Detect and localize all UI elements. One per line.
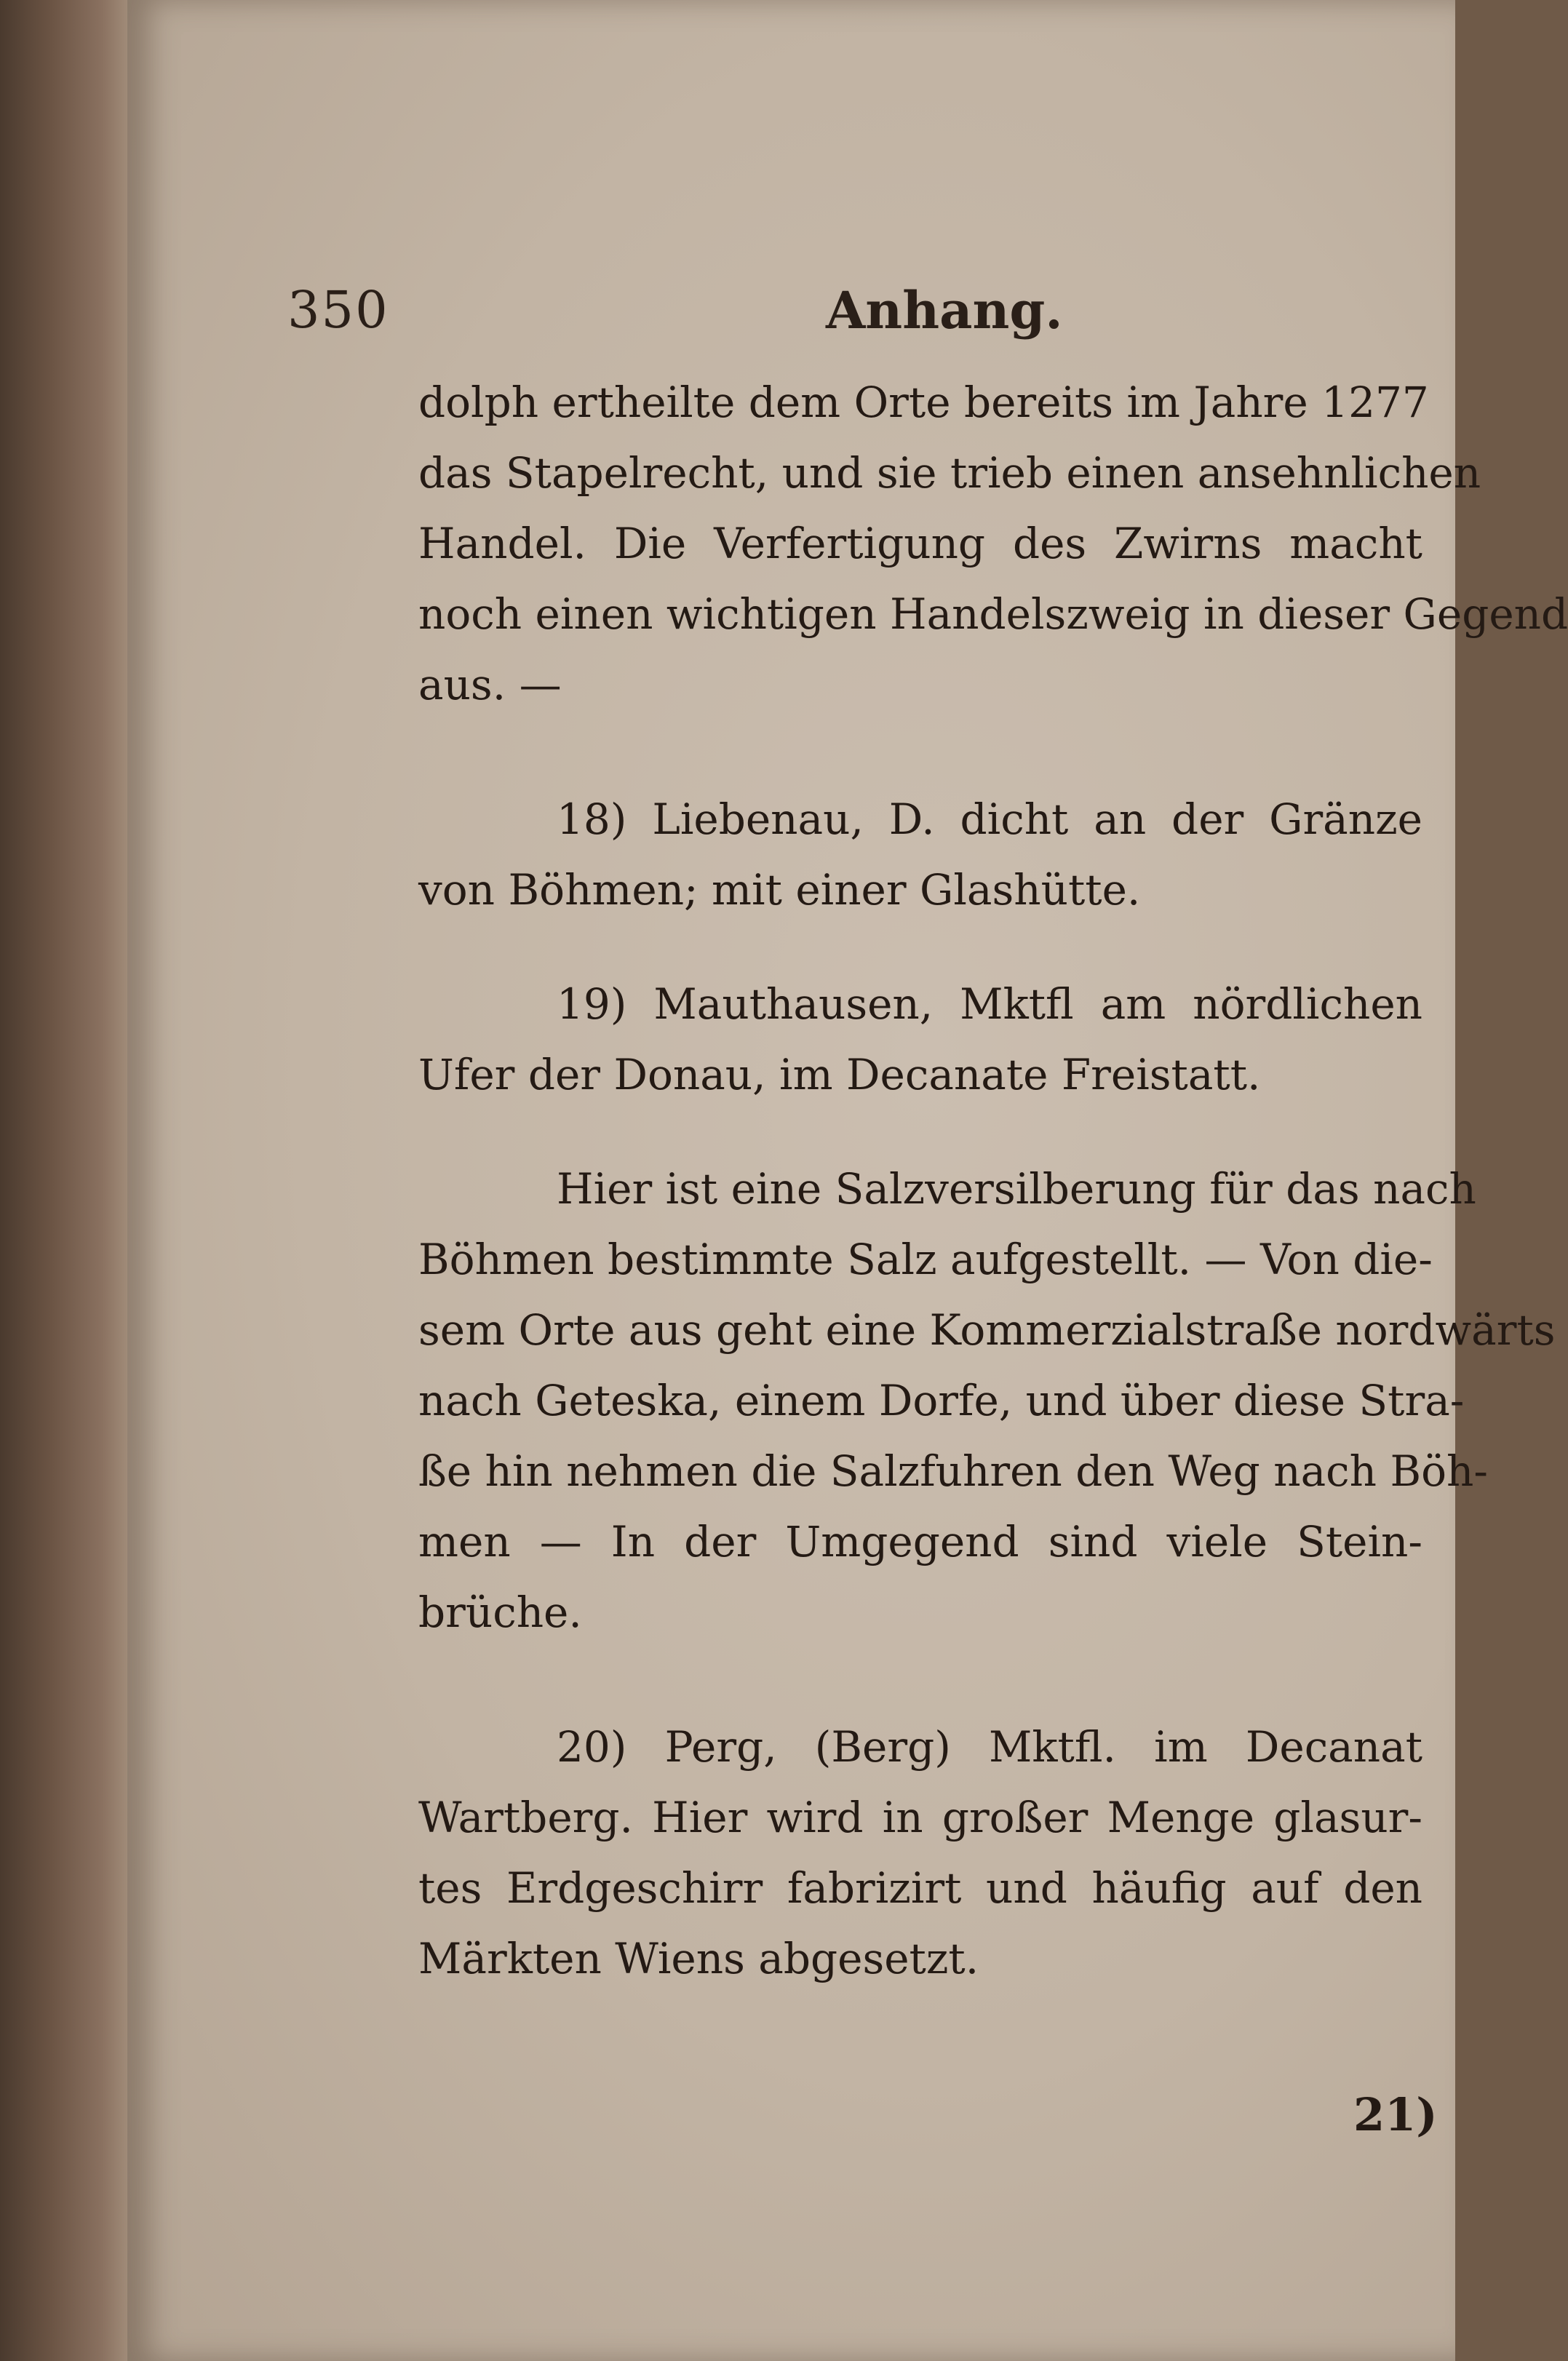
- page-body: [418, 367, 1568, 1994]
- text-line: Hier ist eine Salzversilberung für das nach: [557, 1164, 1476, 1214]
- text-line: Handel. Die Verfertigung des Zwirns macht: [418, 519, 1422, 568]
- text-line: noch einen wichtigen Handelszweig in dieser Gegend: [418, 589, 1568, 639]
- text-line: nach Geteska, einem Dorfe, und über diese Stra-: [418, 1376, 1465, 1425]
- text-line: 20) Perg, (Berg) Mktfl. im Decanat: [557, 1722, 1422, 1772]
- book-spine: [0, 0, 127, 2361]
- text-line: 19) Mauthausen, Mktfl am nördlichen: [557, 979, 1422, 1029]
- entry-mauthausen: [418, 969, 1422, 1110]
- text-line: tes Erdgeschirr fabrizirt und häufig auf den: [418, 1863, 1422, 1913]
- entry-perg: [418, 1712, 1422, 1994]
- catchword: 21): [1353, 2088, 1438, 2141]
- text-line: men — In der Umgegend sind viele Stein-: [418, 1517, 1422, 1566]
- text-line: 18) Liebenau, D. dicht an der Gränze: [557, 795, 1422, 844]
- text-line: Märkten Wiens abgesetzt.: [418, 1934, 979, 1983]
- text-line: sem Orte aus geht eine Kommerzialstraße nordwärts: [418, 1305, 1556, 1355]
- text-line: brüche.: [418, 1588, 582, 1637]
- text-line: Ufer der Donau, im Decanate Freistatt.: [418, 1050, 1261, 1099]
- entry-liebenau: [418, 784, 1422, 925]
- text-line: dolph ertheilte dem Orte bereits im Jahre 1277: [418, 378, 1429, 427]
- page-header: [287, 280, 1422, 353]
- page-number: 350: [287, 280, 389, 340]
- paragraph-salzversilberung: [418, 1154, 1556, 1648]
- paragraph-rudolph: [418, 367, 1568, 720]
- text-line: das Stapelrecht, und sie trieb einen ansehnlichen: [418, 448, 1481, 498]
- running-head: Anhang.: [826, 280, 1063, 341]
- text-line: aus. —: [418, 660, 562, 709]
- text-line: Böhmen bestimmte Salz aufgestellt. — Von die-: [418, 1235, 1433, 1284]
- text-line: Wartberg. Hier wird in großer Menge glasur-: [418, 1793, 1422, 1842]
- text-line: ße hin nehmen die Salzfuhren den Weg nach Böh-: [418, 1446, 1488, 1496]
- text-line: von Böhmen; mit einer Glashütte.: [418, 865, 1141, 915]
